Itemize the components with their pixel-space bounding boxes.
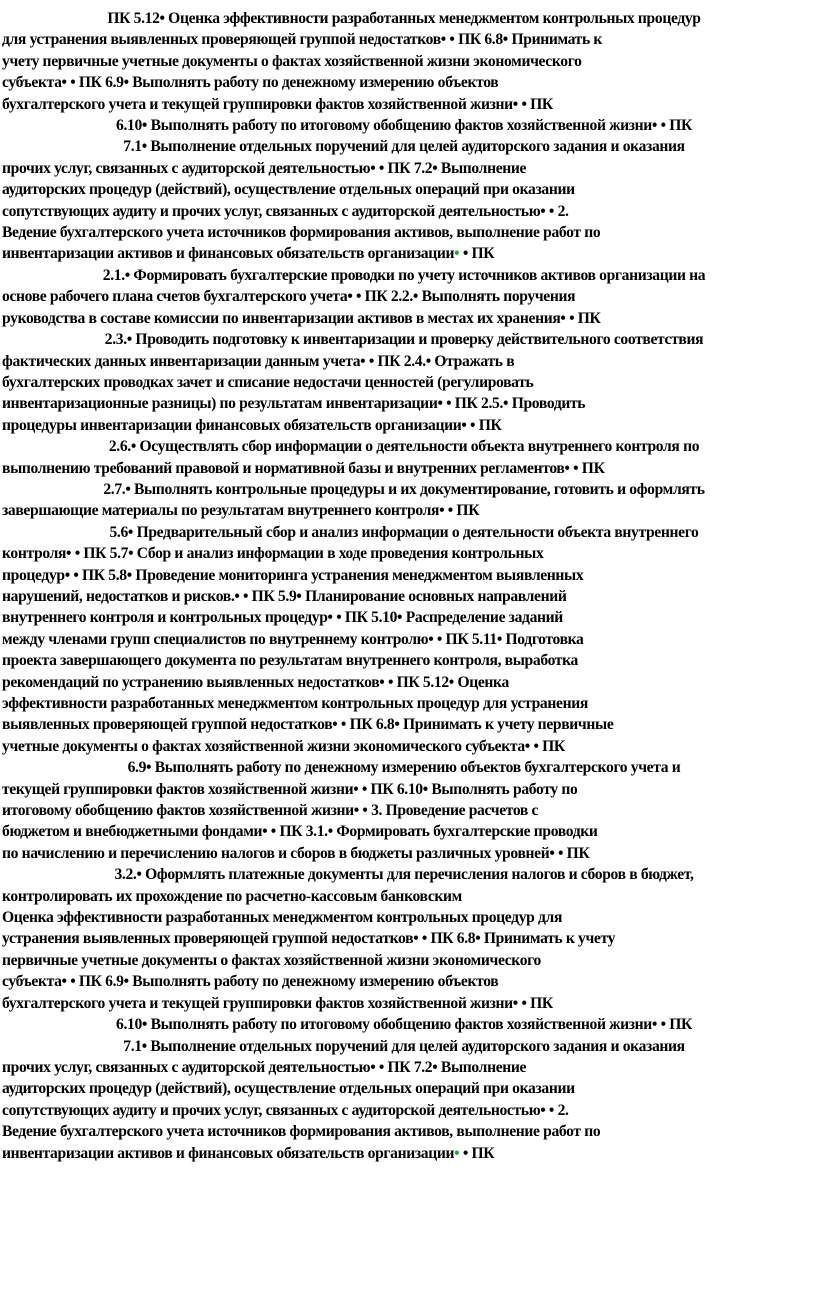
text-line	[2, 843, 806, 864]
line-text: между членами групп специалистов по внутреннему контролю• • ПК 5.11• Подготовка	[2, 630, 584, 648]
line-text: 2.6.• Осуществлять сбор информации о деятельности объекта внутреннего контроля по	[108, 438, 700, 456]
line-text: ПК 5.12• Оценка эффективности разработанных менеджментом контрольных процедур	[107, 10, 701, 27]
line-text: 6.9• Выполнять работу по денежному измерению объектов бухгалтерского учета и	[127, 759, 681, 777]
text-line	[2, 29, 806, 50]
text-line	[2, 51, 806, 72]
line-text: прочих услуг, связанных с аудиторской деятельностью• • ПК 7.2• Выполнение	[2, 1058, 527, 1076]
line-text: контроля• • ПК 5.7• Сбор и анализ информации в ходе проведения контрольных	[2, 545, 544, 563]
text-line	[2, 650, 806, 671]
line-text: итоговому обобщению фактов хозяйственной жизни• • 3. Проведение расчетов с	[2, 802, 539, 820]
line-text: бухгалтерского учета и текущей группировки фактов хозяйственной жизни• • ПК	[2, 95, 553, 113]
line-text: проекта завершающего документа по результатам внутреннего контроля, выработка	[2, 652, 578, 670]
line-text: фактических данных инвентаризации данным учета• • ПК 2.4.• Отражать в	[2, 352, 515, 370]
line-text-tail: • ПК	[459, 1144, 495, 1162]
text-line	[2, 864, 806, 885]
green-bullet: •	[454, 245, 460, 263]
text-line	[2, 757, 806, 778]
text-line	[2, 1057, 806, 1078]
line-text: инвентаризационные разницы) по результатам инвентаризации• • ПК 2.5.• Проводить	[2, 395, 586, 413]
line-text: процедуры инвентаризации финансовых обязательств организации• • ПК	[2, 416, 502, 434]
line-text: текущей группировки фактов хозяйственной жизни• • ПК 6.10• Выполнять работу по	[2, 780, 578, 798]
text-line	[2, 672, 806, 693]
line-text: рекомендаций по устранению выявленных недостатков• • ПК 5.12• Оценка	[2, 673, 509, 691]
text-line	[2, 415, 806, 436]
line-text: Оценка эффективности разработанных менеджментом контрольных процедур для	[2, 909, 563, 927]
line-text: процедур• • ПК 5.8• Проведение мониторинга устранения менеджментом выявленных	[2, 566, 584, 584]
line-text: субъекта• • ПК 6.9• Выполнять работу по денежному измерению объектов	[2, 973, 499, 991]
text-line	[2, 458, 806, 479]
text-line	[2, 372, 806, 393]
text-line	[2, 586, 806, 607]
line-text: внутреннего контроля и контрольных процедур• • ПК 5.10• Распределение заданий	[2, 609, 563, 627]
line-text: 7.1• Выполнение отдельных поручений для целей аудиторского задания и оказания	[123, 138, 685, 156]
text-line	[2, 993, 806, 1014]
text-line	[2, 736, 806, 757]
line-text: аудиторских процедур (действий), осуществление отдельных операций при оказании	[2, 1080, 575, 1098]
text-line	[2, 950, 806, 971]
line-text: 7.1• Выполнение отдельных поручений для целей аудиторского задания и оказания	[123, 1037, 685, 1055]
text-line	[2, 393, 806, 414]
text-line	[2, 1100, 806, 1121]
line-text: инвентаризации активов и финансовых обязательств организации	[2, 245, 455, 263]
line-text: выполнению требований правовой и нормативной базы и внутренних регламентов• • ПК	[2, 459, 605, 477]
text-line	[2, 158, 806, 179]
text-line	[2, 800, 806, 821]
line-text: выявленных проверяющей группой недостатков• • ПК 6.8• Принимать к учету первичные	[2, 716, 614, 734]
text-line	[2, 243, 806, 264]
text-line	[2, 286, 806, 307]
text-line	[2, 629, 806, 650]
text-line	[2, 1036, 806, 1057]
line-text: по начислению и перечислению налогов и сборов в бюджеты различных уровней• • ПК	[2, 844, 590, 862]
line-text: бюджетом и внебюджетными фондами• • ПК 3.1.• Формировать бухгалтерские проводки	[2, 823, 598, 841]
line-text: сопутствующих аудиту и прочих услуг, связанных с аудиторской деятельностью• • 2.	[2, 202, 569, 220]
line-text: нарушений, недостатков и рисков.• • ПК 5.9• Планирование основных направлений	[2, 587, 567, 605]
text-line	[2, 1078, 806, 1099]
line-text: эффективности разработанных менеджментом контрольных процедур для устранения	[2, 695, 588, 712]
text-line	[2, 351, 806, 372]
line-text-tail: • ПК	[459, 245, 495, 263]
line-text: бухгалтерского учета и текущей группировки фактов хозяйственной жизни• • ПК	[2, 994, 553, 1012]
text-line	[2, 779, 806, 800]
text-line	[2, 479, 806, 500]
line-text: первичные учетные документы о фактах хозяйственной жизни экономического	[2, 951, 541, 969]
line-text: завершающие материалы по результатам внутреннего контроля• • ПК	[2, 502, 480, 520]
line-text: 2.1.• Формировать бухгалтерские проводки по учету источников активов организации на	[102, 266, 706, 284]
text-line	[2, 1143, 806, 1164]
line-text: бухгалтерских проводках зачет и списание недостачи ценностей (регулировать	[2, 373, 534, 391]
line-text: учетные документы о фактах хозяйственной жизни экономического субъекта• • ПК	[2, 737, 565, 755]
text-line	[2, 94, 806, 115]
line-text: аудиторских процедур (действий), осуществление отдельных операций при оказании	[2, 181, 575, 199]
line-text: устранения выявленных проверяющей группой недостатков• • ПК 6.8• Принимать к учету	[2, 930, 616, 948]
text-line	[2, 543, 806, 564]
line-text: контролировать их прохождение по расчетно-кассовым банковским	[2, 887, 462, 905]
line-text: руководства в составе комиссии по инвентаризации активов в местах их хранения• • ПК	[2, 309, 601, 327]
line-text: 6.10• Выполнять работу по итоговому обобщению фактов хозяйственной жизни• • ПК	[116, 1016, 692, 1034]
line-text: 2.7.• Выполнять контрольные процедуры и их документирование, готовить и оформлять	[103, 480, 705, 498]
text-line	[2, 136, 806, 157]
line-text: 3.2.• Оформлять платежные документы для перечисления налогов и сборов в бюджет,	[114, 866, 694, 884]
line-text: сопутствующих аудиту и прочих услуг, связанных с аудиторской деятельностью• • 2.	[2, 1101, 569, 1119]
text-line	[2, 436, 806, 457]
line-text: 6.10• Выполнять работу по итоговому обобщению фактов хозяйственной жизни• • ПК	[116, 117, 692, 135]
text-line	[2, 8, 806, 29]
line-text: для устранения выявленных проверяющей группой недостатков• • ПК 6.8• Принимать к	[2, 31, 603, 49]
line-text: прочих услуг, связанных с аудиторской деятельностью• • ПК 7.2• Выполнение	[2, 159, 527, 177]
text-line	[2, 693, 806, 714]
text-line	[2, 522, 806, 543]
text-line	[2, 500, 806, 521]
text-line	[2, 886, 806, 907]
text-line	[2, 179, 806, 200]
line-text: инвентаризации активов и финансовых обязательств организации	[2, 1144, 455, 1162]
line-text: 5.6• Предварительный сбор и анализ информации о деятельности объекта внутреннего	[109, 523, 699, 541]
text-line	[2, 308, 806, 329]
line-text: основе рабочего плана счетов бухгалтерского учета• • ПК 2.2.• Выполнять поручения	[2, 288, 576, 306]
text-line	[2, 907, 806, 928]
text-line	[2, 714, 806, 735]
text-line	[2, 201, 806, 222]
line-text: Ведение бухгалтерского учета источников формирования активов, выполнение работ по	[2, 224, 601, 242]
text-line	[2, 329, 806, 350]
text-line	[2, 565, 806, 586]
line-text: субъекта• • ПК 6.9• Выполнять работу по денежному измерению объектов	[2, 74, 499, 92]
text-line	[2, 1121, 806, 1142]
text-line	[2, 971, 806, 992]
text-line	[2, 115, 806, 136]
text-line	[2, 72, 806, 93]
text-line	[2, 928, 806, 949]
text-line	[2, 821, 806, 842]
line-text: Ведение бухгалтерского учета источников формирования активов, выполнение работ по	[2, 1123, 601, 1141]
line-text: учету первичные учетные документы о фактах хозяйственной жизни экономического	[2, 52, 582, 70]
line-text: 2.3.• Проводить подготовку к инвентаризации и проверку действительного соответствия	[104, 331, 704, 349]
text-line	[2, 265, 806, 286]
text-line	[2, 222, 806, 243]
text-line	[2, 1014, 806, 1035]
green-bullet: •	[454, 1144, 460, 1162]
text-line	[2, 607, 806, 628]
